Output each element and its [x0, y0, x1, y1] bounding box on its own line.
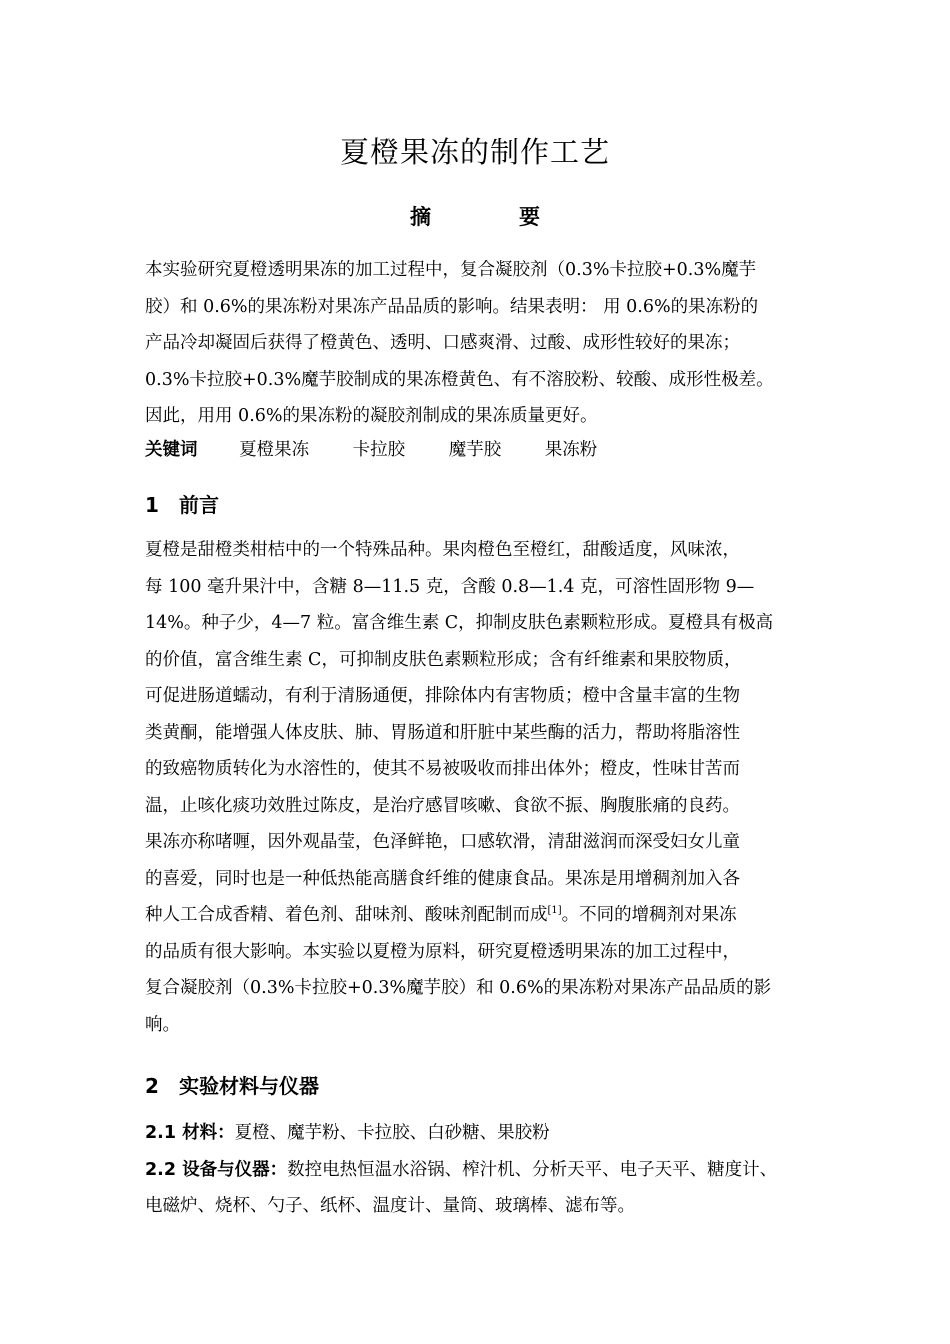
- citation-text-before: 种人工合成香精、着色剂、甜味剂、酸味剂配制而成: [145, 905, 548, 925]
- body-line: 的喜爱，同时也是一种低热能高膳食纤维的健康食品。果冻是用增稠剂加入各: [145, 868, 740, 889]
- keyword-item: 卡拉胶: [352, 440, 406, 460]
- body-line: 每 100 毫升果汁中，含糖 8—11.5 克，含酸 0.8—1.4 克，可溶性固形物 9—: [145, 576, 755, 597]
- equipment-line-2: 电磁炉、烧杯、勺子、纸杯、温度计、量筒、玻璃棒、滤布等。: [145, 1196, 635, 1216]
- keywords-label: 关键词: [145, 440, 198, 460]
- body-line: 的价值，富含维生素 C，可抑制皮肤色素颗粒形成；含有纤维素和果胶物质，: [145, 649, 742, 670]
- body-line: 14%。种子少，4—7 粒。富含维生素 C，抑制皮肤色素颗粒形成。夏橙具有极高: [145, 613, 774, 633]
- abstract-heading-char-1: 摘: [410, 205, 431, 229]
- body-line-with-citation: [145, 897, 820, 934]
- body-line: 类黄酮，能增强人体皮肤、肺、胃肠道和肝脏中某些酶的活力，帮助将脂溶性: [145, 722, 740, 743]
- body-line: 的品质有很大影响。本实验以夏橙为原料，研究夏橙透明果冻的加工过程中，: [145, 941, 740, 962]
- section-2-heading: [145, 1070, 319, 1099]
- materials-line: [145, 1115, 820, 1152]
- abstract-line: 0.3%卡拉胶+0.3%魔芋胶制成的果冻橙黄色、有不溶胶粉、较酸、成形性极差。: [145, 369, 774, 390]
- abstract-line: 因此，用用 0.6%的果冻粉的凝胶剂制成的果冻质量更好。: [145, 406, 598, 426]
- abstract-line: 胶）和 0.6%的果冻粉对果冻产品品质的影响。结果表明： 用 0.6%的果冻粉的: [145, 296, 759, 317]
- keyword-item: 魔芋胶: [448, 440, 502, 460]
- materials-label: 2.1 材料：: [145, 1123, 235, 1143]
- body-line: 夏橙是甜橙类柑桔中的一个特殊品种。果肉橙色至橙红，甜酸适度，风味浓，: [145, 540, 740, 560]
- abstract-heading-char-2: 要: [519, 205, 540, 229]
- section-1-number: 1: [145, 493, 159, 517]
- body-line: 温，止咳化痰功效胜过陈皮，是治疗感冒咳嗽、食欲不振、胸腹胀痛的良药。: [145, 795, 740, 816]
- abstract-body: [145, 252, 820, 435]
- keyword-item: 果冻粉: [544, 440, 598, 460]
- section-2-title: 实验材料与仪器: [179, 1074, 319, 1098]
- equipment-label: 2.2 设备与仪器：: [145, 1159, 288, 1180]
- body-line: 果冻亦称啫喱，因外观晶莹，色泽鲜艳，口感软滑，清甜滋润而深受妇女儿童: [145, 832, 740, 852]
- equipment-line: [145, 1152, 820, 1189]
- section-2-number: 2: [145, 1074, 159, 1098]
- body-line: 复合凝胶剂（0.3%卡拉胶+0.3%魔芋胶）和 0.6%的果冻粉对果冻产品品质的影: [145, 978, 772, 998]
- body-line: 可促进肠道蠕动，有利于清肠通便，排除体内有害物质；橙中含量丰富的生物: [145, 686, 740, 706]
- keyword-item: 夏橙果冻: [239, 440, 310, 460]
- citation-mark: [1]: [547, 905, 562, 916]
- citation-text-after: 。不同的增稠剂对果冻: [561, 905, 737, 925]
- body-line: 的致癌物质转化为水溶性的，使其不易被吸收而排出体外；橙皮，性味甘苦而: [145, 759, 740, 779]
- body-line: 响。: [145, 1014, 180, 1035]
- document-title: 夏橙果冻的制作工艺: [339, 135, 610, 169]
- section-1-title: 前言: [179, 493, 219, 517]
- abstract-heading: [0, 201, 950, 231]
- section-1-heading: [145, 489, 219, 518]
- section-2-body: [145, 1115, 820, 1225]
- abstract-line: 本实验研究夏橙透明果冻的加工过程中，复合凝胶剂（0.3%卡拉胶+0.3%魔芋: [145, 260, 757, 280]
- abstract-line: 产品冷却凝固后获得了橙黄色、透明、口感爽滑、过酸、成形性较好的果冻；: [145, 333, 740, 353]
- keywords-row: [145, 436, 635, 461]
- materials-text: 夏橙、魔芋粉、卡拉胶、白砂糖、果胶粉: [234, 1123, 550, 1143]
- section-1-body: [145, 532, 820, 1043]
- equipment-text: 数控电热恒温水浴锅、榨汁机、分析天平、电子天平、糖度计、: [287, 1159, 778, 1180]
